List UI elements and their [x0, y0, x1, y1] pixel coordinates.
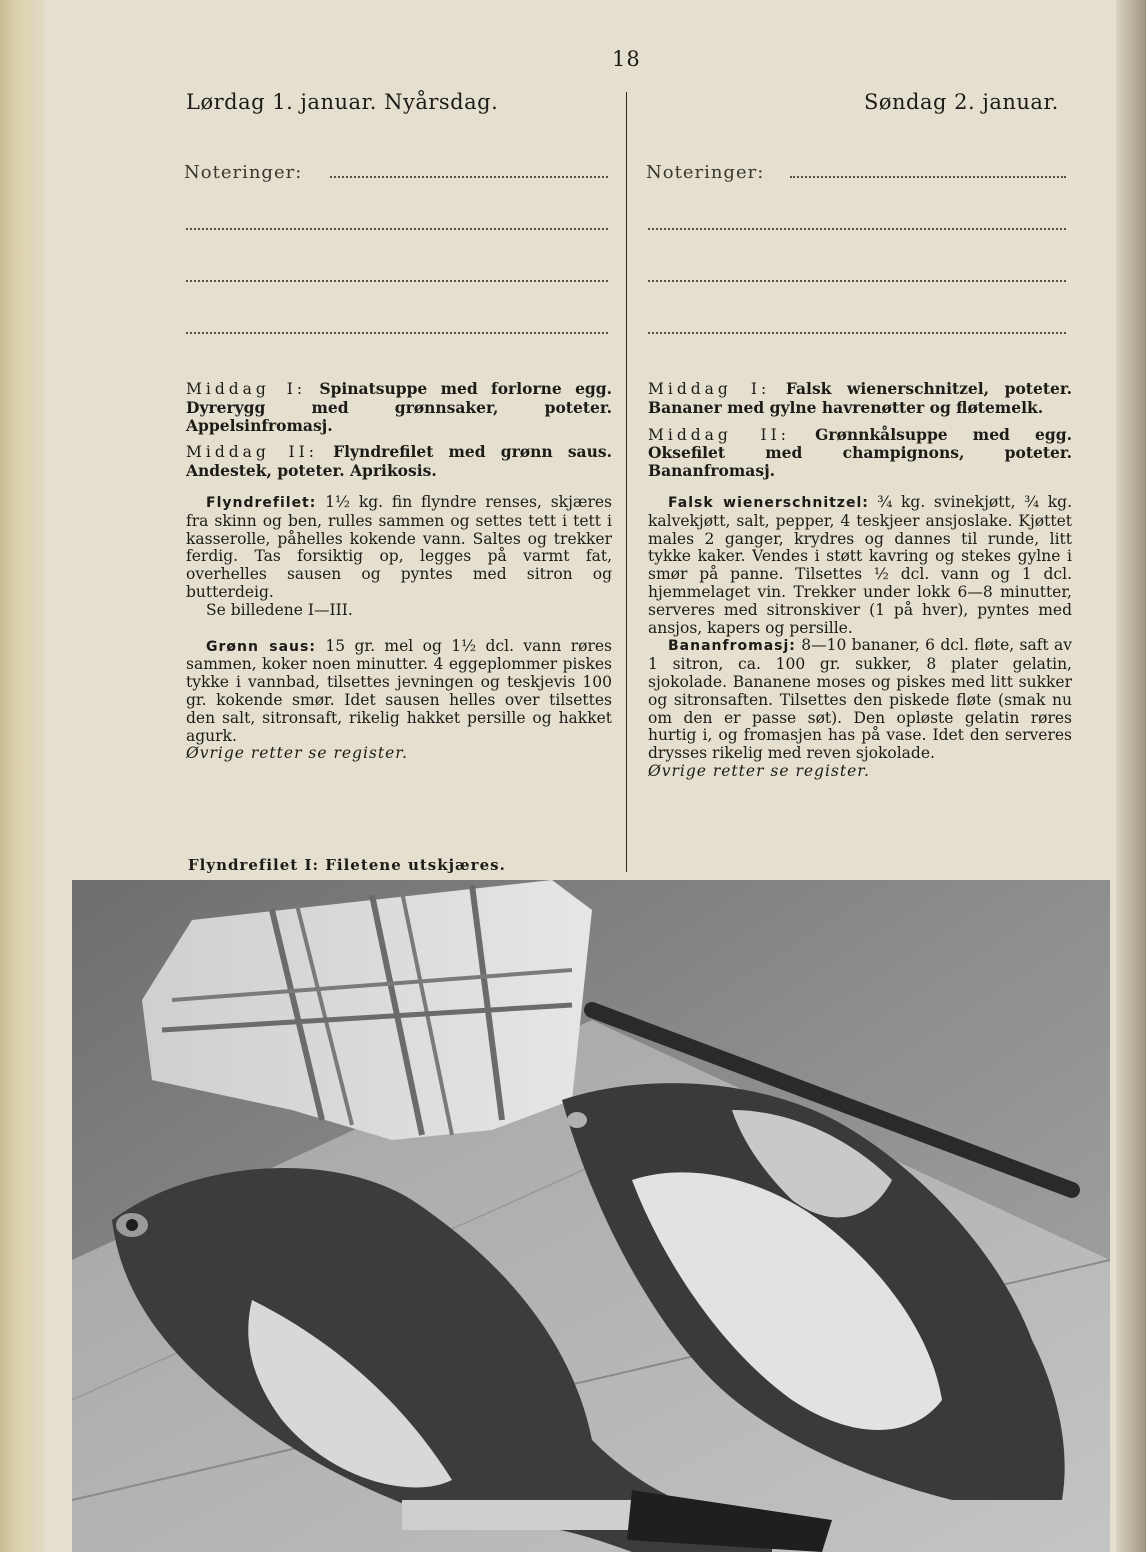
page-edge — [1116, 0, 1146, 1552]
left-notes-line-3 — [186, 280, 608, 282]
photo-caption: Flyndrefilet I: Filetene utskjæres. — [188, 856, 506, 874]
column-divider — [626, 92, 627, 872]
left-recipe-gronn-saus: Grønn saus: 15 gr. mel og 1½ dcl. vann røres sammen, koker noen minutter. 4 eggeplommer piskes tykke i vannbad, tilsettes jevningen og teskjevis 100 gr. kokende smør. Idet sausen helles over tilsettes den salt, sitronsaft, rikelig hakket persille og hakket agurk. — [186, 636, 613, 745]
left-notes-line-1 — [330, 176, 608, 178]
page-number: 18 — [612, 47, 641, 71]
left-notes-line-4 — [186, 332, 608, 334]
left-day-title: Lørdag 1. januar. Nyårsdag. — [186, 90, 499, 114]
left-menu-2: Middag II: Flyndrefilet med grønn saus. Andestek, poteter. Aprikosis. — [186, 442, 612, 481]
left-see-images: Se billedene I—III. — [206, 600, 353, 619]
left-notes-line-2 — [186, 228, 608, 230]
right-notes-line-2 — [648, 228, 1066, 230]
right-menu-1: Middag I: Falsk wienerschnitzel, poteter. Bananer med gylne havrenøtter og fløtemelk. — [648, 379, 1072, 417]
left-recipes — [186, 380, 612, 763]
left-other-dishes: Øvrige retter se register. — [186, 744, 408, 763]
right-notes-line-1 — [790, 176, 1066, 178]
right-other-dishes: Øvrige retter se register. — [648, 761, 870, 780]
right-recipes — [648, 380, 1072, 781]
right-notes-line-3 — [648, 280, 1066, 282]
book-spine — [0, 0, 44, 1552]
photo-flounder-fillets — [72, 880, 1110, 1552]
left-menu-1: Middag I: Spinatsuppe med forlorne egg. Dyrerygg med grønnsaker, poteter. Appelsinfromasj. — [186, 379, 612, 435]
left-recipe-flyndrefilet: Flyndrefilet: 1½ kg. fin flyndre renses, skjæres fra skinn og ben, rulles sammen og settes tett i tett i kasserolle, påhelles kokende vann. Saltes og trekker ferdig. Tas forsiktig op, legges på varmt fat, overhelles sausen og pyntes med sitron og butterdeig. — [186, 492, 612, 601]
left-notes-label: Noteringer: — [184, 162, 303, 183]
right-recipe-wienerschnitzel: Falsk wienerschnitzel: ¾ kg. svinekjøtt, ¾ kg. kalvekjøtt, salt, pepper, 4 teskjeer ansjoslake. Kjøttet males 2 ganger, krydres og dannes til runde, litt tykke kaker. Vendes i støtt kavring og stekes gylne i smør på panne. Tilsettes ½ dcl. vann og 1 dcl. hjemmelaget vin. Trekker under lokk 6—8 minutter, serveres med sitronskiver (1 på hver), pyntes med ansjos, kapers og persille. — [648, 492, 1073, 637]
right-notes-label: Noteringer: — [646, 162, 765, 183]
right-recipe-bananfromasj: Bananfromasj: 8—10 bananer, 6 dcl. fløte, saft av 1 sitron, ca. 100 gr. sukker, 8 plater gelatin, sjokolade. Bananene moses og piskes med litt sukker og sitronsaften. Tilsettes den piskede fløte (smak nu om den er passe søt). Den opløste gelatin røres hurtig i, og fromasjen has på vase. Idet den serveres drysses rikelig med reven sjokolade. — [648, 636, 1072, 763]
right-day-title: Søndag 2. januar. — [864, 90, 1059, 114]
right-menu-2: Middag II: Grønnkålsuppe med egg. Oksefilet med champignons, poteter. Bananfromasj. — [648, 424, 1072, 481]
right-notes-line-4 — [648, 332, 1066, 334]
